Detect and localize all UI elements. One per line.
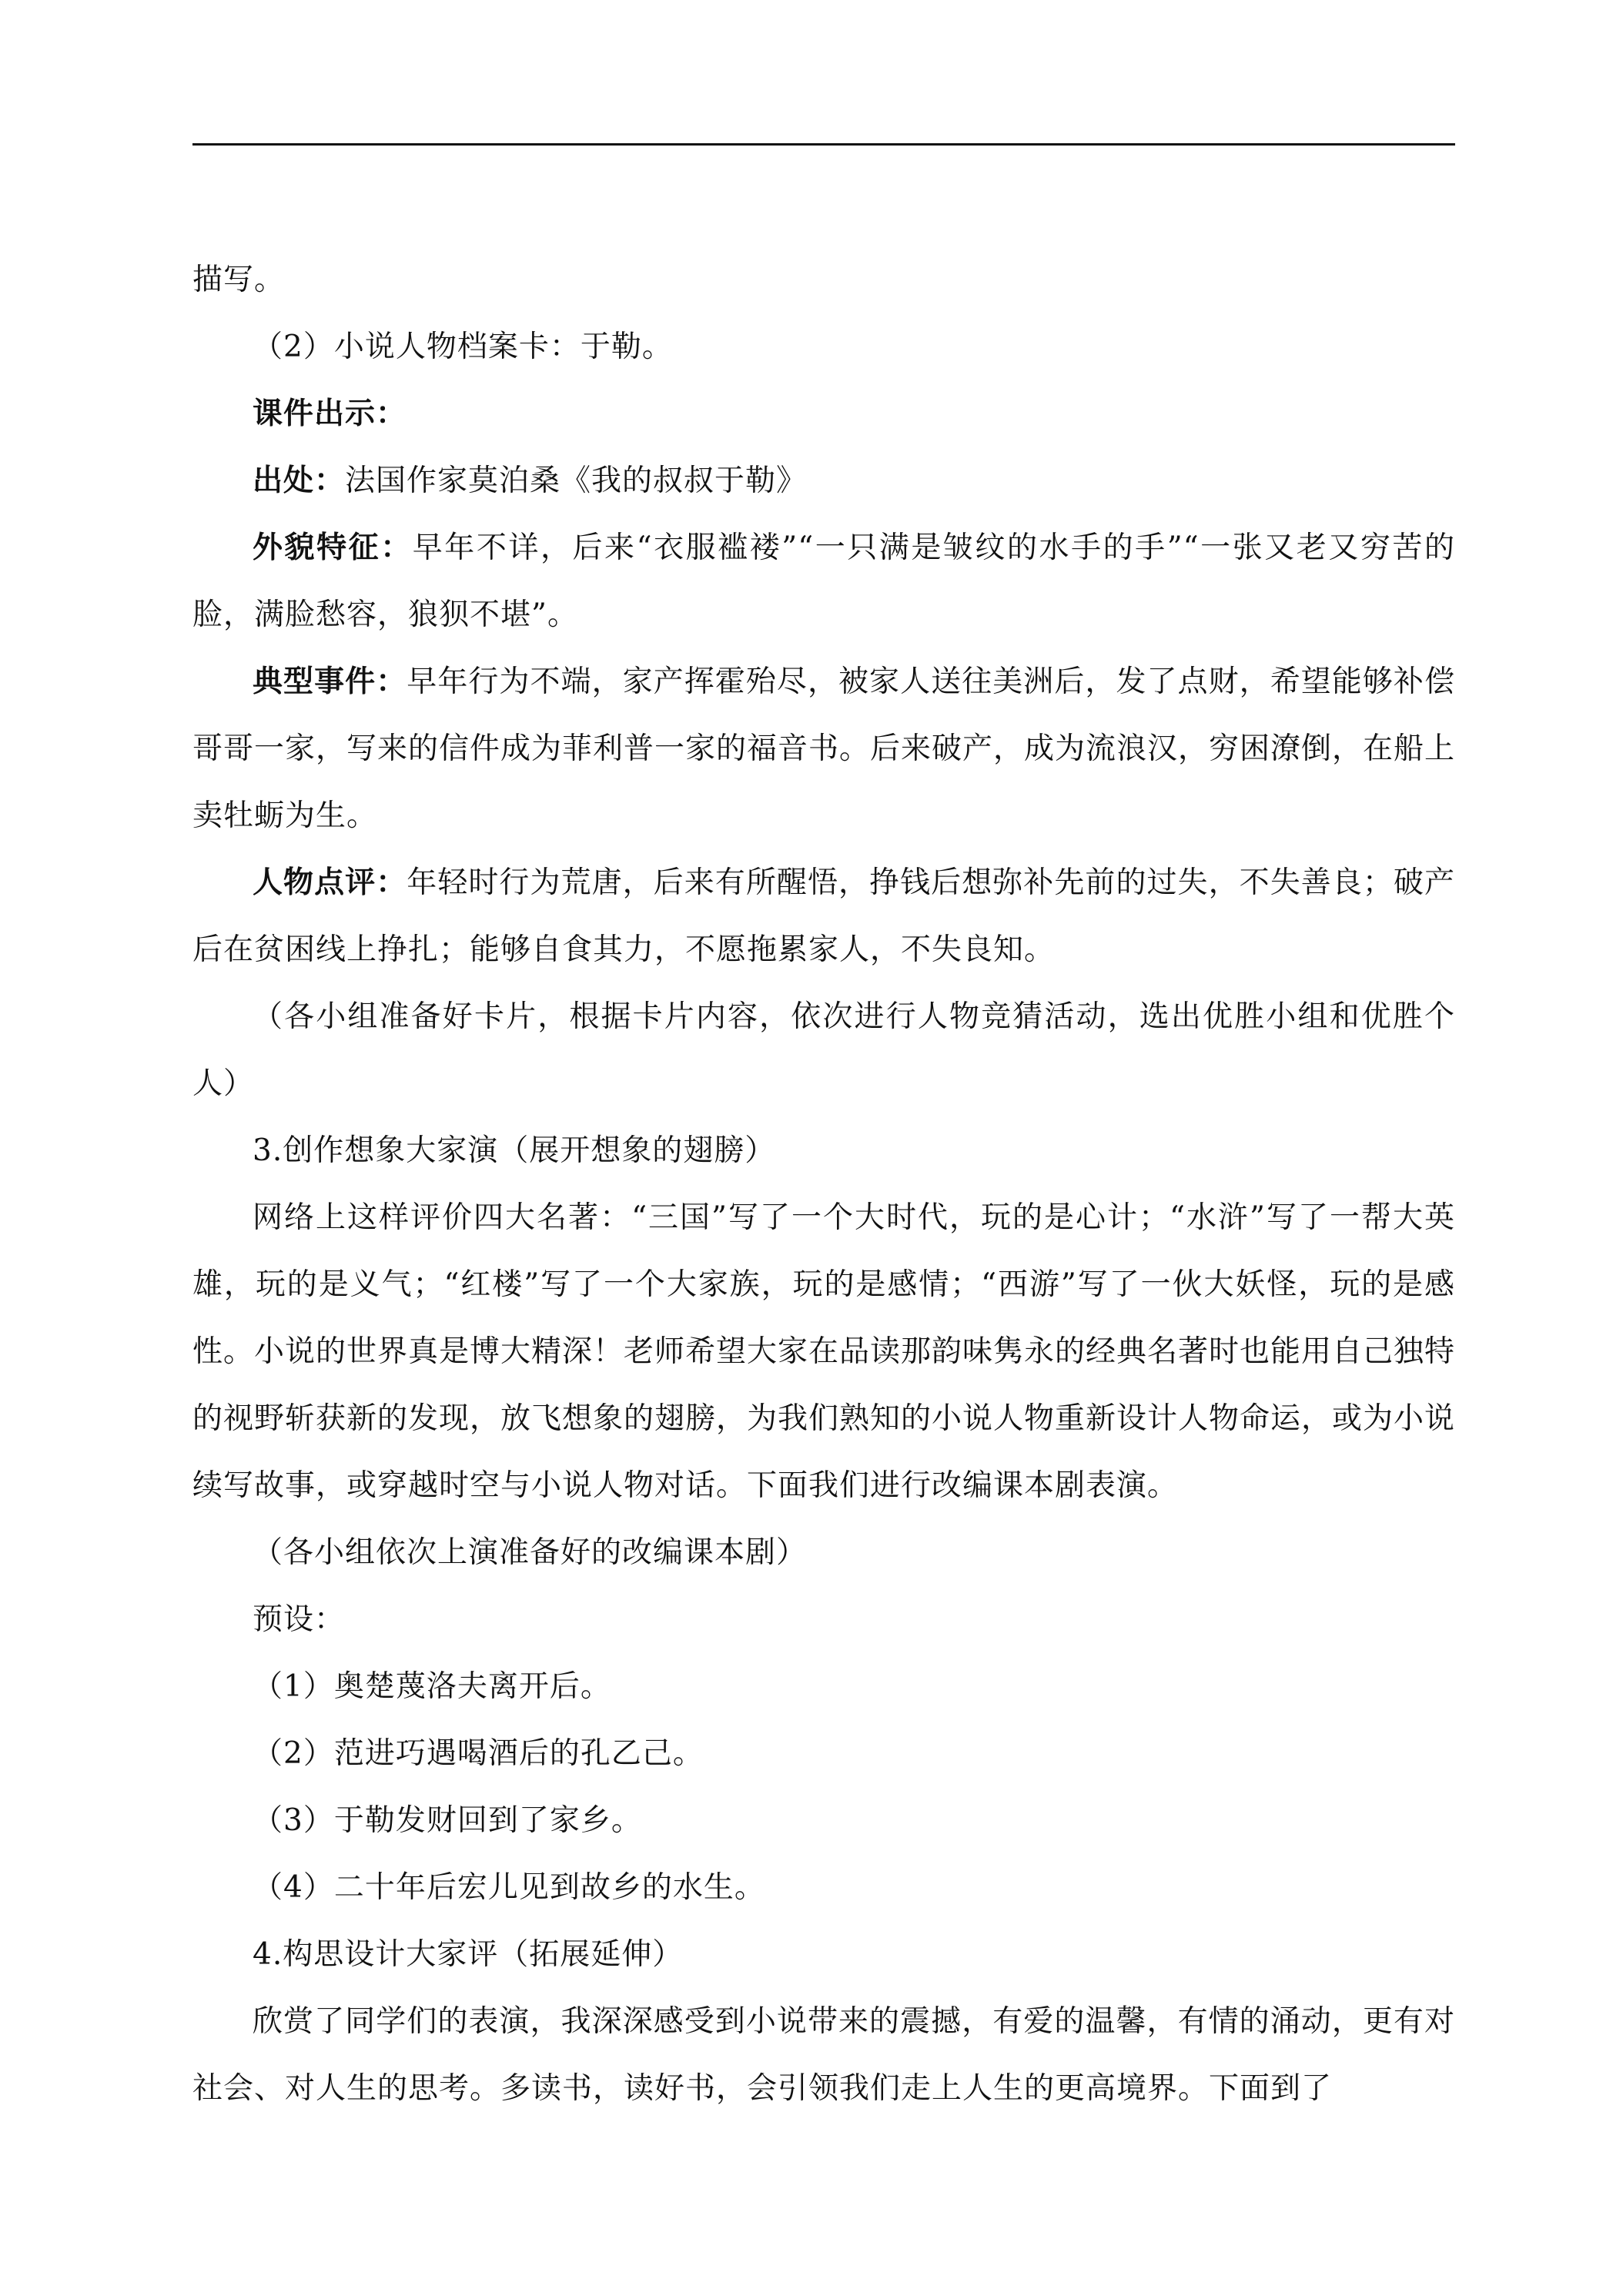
- header-rule: [192, 143, 1455, 146]
- paragraph-text: 描写。: [192, 263, 286, 297]
- paragraph: [192, 1653, 1455, 1720]
- paragraph: [192, 1586, 1455, 1653]
- paragraph: [192, 1854, 1455, 1921]
- paragraph-text: （各小组依次上演准备好的改编课本剧）: [253, 1535, 808, 1570]
- paragraph: [192, 1988, 1455, 2122]
- paragraph-label: 人物点评：: [253, 865, 407, 900]
- paragraph-text: 欣赏了同学们的表演，我深深感受到小说带来的震撼，有爱的温馨，有情的涌动，更有对社会、对人生的思考。多读书，读好书，会引领我们走上人生的更高境界。下面到了: [192, 2004, 1455, 2106]
- paragraph-text: （3）于勒发财回到了家乡。: [253, 1803, 642, 1838]
- paragraph: [192, 313, 1455, 380]
- paragraph: [192, 849, 1455, 983]
- paragraph-text: 法国作家莫泊桑《我的叔叔于勒》: [345, 464, 808, 498]
- paragraph-text: （4）二十年后宏儿见到故乡的水生。: [253, 1870, 765, 1905]
- paragraph: [192, 1720, 1455, 1787]
- paragraph: [192, 246, 1455, 313]
- paragraph: [192, 648, 1455, 849]
- paragraph: [192, 1117, 1455, 1184]
- paragraph-text: 3.创作想象大家演（展开想象的翅膀）: [253, 1133, 776, 1168]
- paragraph: [192, 1184, 1455, 1519]
- paragraph: [192, 447, 1455, 514]
- paragraph-label: 外貌特征：: [253, 530, 413, 565]
- document-body: [192, 246, 1455, 2122]
- paragraph-text: （1）奥楚蔑洛夫离开后。: [253, 1669, 611, 1704]
- paragraph-text: （各小组准备好卡片，根据卡片内容，依次进行人物竞猜活动，选出优胜小组和优胜个人）: [192, 999, 1455, 1101]
- paragraph-text: 网络上这样评价四大名著：“三国”写了一个大时代，玩的是心计；“水浒”写了一帮大英雄，玩的是义气；“红楼”写了一个大家族，玩的是感情；“西游”写了一伙大妖怪，玩的是感性。小说的世界真是博大精深！老师希望大家在品读那韵味隽永的经典名著时也能用自己独特的视野斩获新的发现，放飞想象的翅膀，为我们熟知的小说人物重新设计人物命运，或为小说续写故事，或穿越时空与小说人物对话。下面我们进行改编课本剧表演。: [192, 1200, 1456, 1503]
- paragraph-text: 早年行为不端，家产挥霍殆尽，被家人送往美洲后，发了点财，希望能够补偿哥哥一家，写来的信件成为菲利普一家的福音书。后来破产，成为流浪汉，穷困潦倒，在船上卖牡蛎为生。: [192, 664, 1456, 833]
- paragraph-label: 课件出示：: [253, 396, 407, 431]
- paragraph-label: 出处：: [253, 463, 346, 498]
- paragraph: [192, 983, 1455, 1117]
- paragraph-text: 预设：: [253, 1602, 346, 1637]
- paragraph: [192, 1787, 1455, 1854]
- paragraph-text: （2）小说人物档案卡：于勒。: [253, 330, 673, 364]
- paragraph-text: 早年不详，后来“衣服褴褛”“一只满是皱纹的水手的手”“一张又老又穷苦的脸，满脸愁容，狼狈不堪”。: [192, 530, 1455, 632]
- paragraph-text: 4.构思设计大家评（拓展延伸）: [253, 1937, 684, 1972]
- paragraph: [192, 1921, 1455, 1988]
- paragraph: [192, 1519, 1455, 1586]
- paragraph-text: 年轻时行为荒唐，后来有所醒悟，挣钱后想弥补先前的过失，不失善良；破产后在贫困线上挣扎；能够自食其力，不愿拖累家人，不失良知。: [192, 865, 1455, 967]
- paragraph: [192, 514, 1455, 648]
- paragraph-text: （2）范进巧遇喝酒后的孔乙己。: [253, 1736, 704, 1771]
- paragraph-label: 典型事件：: [253, 664, 407, 699]
- paragraph: [192, 380, 1455, 447]
